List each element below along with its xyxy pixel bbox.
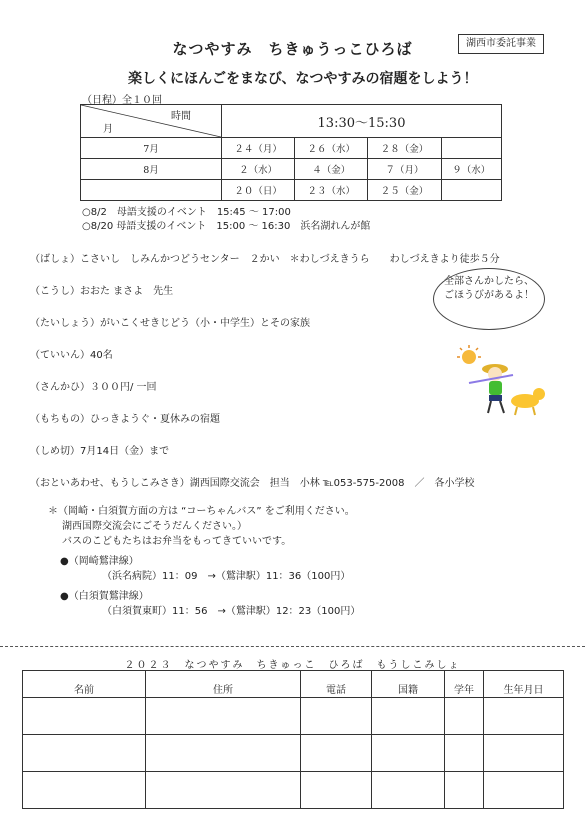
month-cell: 8月 [81, 159, 222, 180]
note-line: バスのこどもたちはお弁当をもってきていいです。 [62, 536, 292, 547]
nationality-field[interactable] [372, 772, 445, 809]
schedule-row [81, 138, 502, 159]
info-teacher: （こうし）おおた まさよ 先生 [30, 286, 174, 297]
event-item: ○8/20 母語支援のイベント 15:00 ～ 16:30 浜名湖れんが館 [82, 221, 371, 232]
grade-field[interactable] [445, 698, 484, 735]
date-cell: ２８（金） [368, 138, 441, 159]
month-cell: 7月 [81, 138, 222, 159]
route-title: ●（白須賀鷲津線） [60, 591, 149, 602]
birthdate-field[interactable] [484, 772, 564, 809]
nationality-field[interactable] [372, 735, 445, 772]
note-line: ＊（岡崎・白須賀方面の方は “コーちゃんバス” をご利用ください。 [48, 506, 355, 517]
date-cell: ２０（日） [222, 180, 295, 201]
phone-field[interactable] [301, 698, 372, 735]
route-title: ●（岡崎鷲津線） [60, 556, 139, 567]
birthdate-field[interactable] [484, 735, 564, 772]
event-item: ○8/2 母語支援のイベント 15:45 ～ 17:00 [82, 207, 291, 218]
name-field[interactable] [23, 735, 146, 772]
date-cell: ２（水） [222, 159, 295, 180]
date-cell: ９（水） [441, 159, 501, 180]
address-field[interactable] [146, 698, 301, 735]
birthdate-field[interactable] [484, 698, 564, 735]
date-cell: ２３（水） [295, 180, 368, 201]
column-header: 住所 [146, 671, 301, 698]
date-cell: ７（月） [368, 159, 441, 180]
column-header: 国籍 [372, 671, 445, 698]
grade-field[interactable] [445, 772, 484, 809]
info-contact: （おといあわせ、もうしこみさき）湖西国際交流会 担当 小林 ℡053-575-2008 ／ 各小学校 [30, 478, 475, 489]
schedule-table [80, 104, 502, 201]
application-form-table [22, 670, 564, 809]
speech-bubble: 全部さんかしたら、ごほうびがあるよ！ [433, 268, 545, 330]
info-target: （たいしょう）がいこくせきじどう（小・中学生）とその家族 [30, 318, 310, 329]
date-cell [441, 180, 501, 201]
page-title: なつやすみ ちきゅうっこひろば [172, 40, 413, 58]
form-row [23, 735, 564, 772]
sponsor-badge: 湖西市委託事業 [458, 34, 544, 54]
schedule-row [81, 159, 502, 180]
schedule-label: （日程）全１０回 [82, 95, 162, 106]
route-time: （白須賀東町）11：56 →（鷲津駅）12：23（100円） [102, 606, 361, 617]
grade-field[interactable] [445, 735, 484, 772]
schedule-row [81, 180, 502, 201]
month-cell [81, 180, 222, 201]
time-range: 13:30～15:30 [222, 105, 502, 138]
route-time: （浜名病院）11：09 →（鷲津駅）11：36（100円） [102, 571, 351, 582]
form-row [23, 772, 564, 809]
name-field[interactable] [23, 772, 146, 809]
events-list [82, 206, 370, 234]
column-header: 生年月日 [484, 671, 564, 698]
date-cell: ２４（月） [222, 138, 295, 159]
date-cell: ４（金） [295, 159, 368, 180]
info-fee: （さんかひ）３００円/ 一回 [30, 382, 157, 393]
note-line: 湖西国際交流会にごそうだんください。） [62, 521, 247, 532]
date-cell: ２５（金） [368, 180, 441, 201]
info-capacity: （ていいん）40名 [30, 350, 113, 361]
phone-field[interactable] [301, 735, 372, 772]
address-field[interactable] [146, 772, 301, 809]
bus-notes [48, 504, 360, 619]
address-field[interactable] [146, 735, 301, 772]
column-header: 学年 [445, 671, 484, 698]
child-dog-illustration [455, 345, 555, 420]
subtitle: 楽しくにほんごをまなび、なつやすみの宿題をしよう！ [128, 71, 478, 87]
form-row [23, 698, 564, 735]
info-place: （ばしょ）こさいし しみんかつどうセンター ２かい ＊わしづえきうら わしづえきより徒歩５分 [30, 254, 500, 265]
info-belongings: （もちもの）ひっきようぐ・夏休みの宿題 [30, 414, 220, 425]
cut-line [0, 646, 585, 647]
header-month-label: 月 [103, 124, 113, 135]
column-header: 名前 [23, 671, 146, 698]
date-cell: ２６（水） [295, 138, 368, 159]
date-cell [441, 138, 501, 159]
form-title: ２０２３ なつやすみ ちきゅっこ ひろば もうしこみしょ [124, 660, 461, 671]
name-field[interactable] [23, 698, 146, 735]
column-header: 電話 [301, 671, 372, 698]
header-time-label: 時間 [171, 111, 191, 122]
phone-field[interactable] [301, 772, 372, 809]
info-deadline: （しめ切）7月14日（金）まで [30, 446, 170, 457]
schedule-header-cell [81, 105, 222, 138]
nationality-field[interactable] [372, 698, 445, 735]
